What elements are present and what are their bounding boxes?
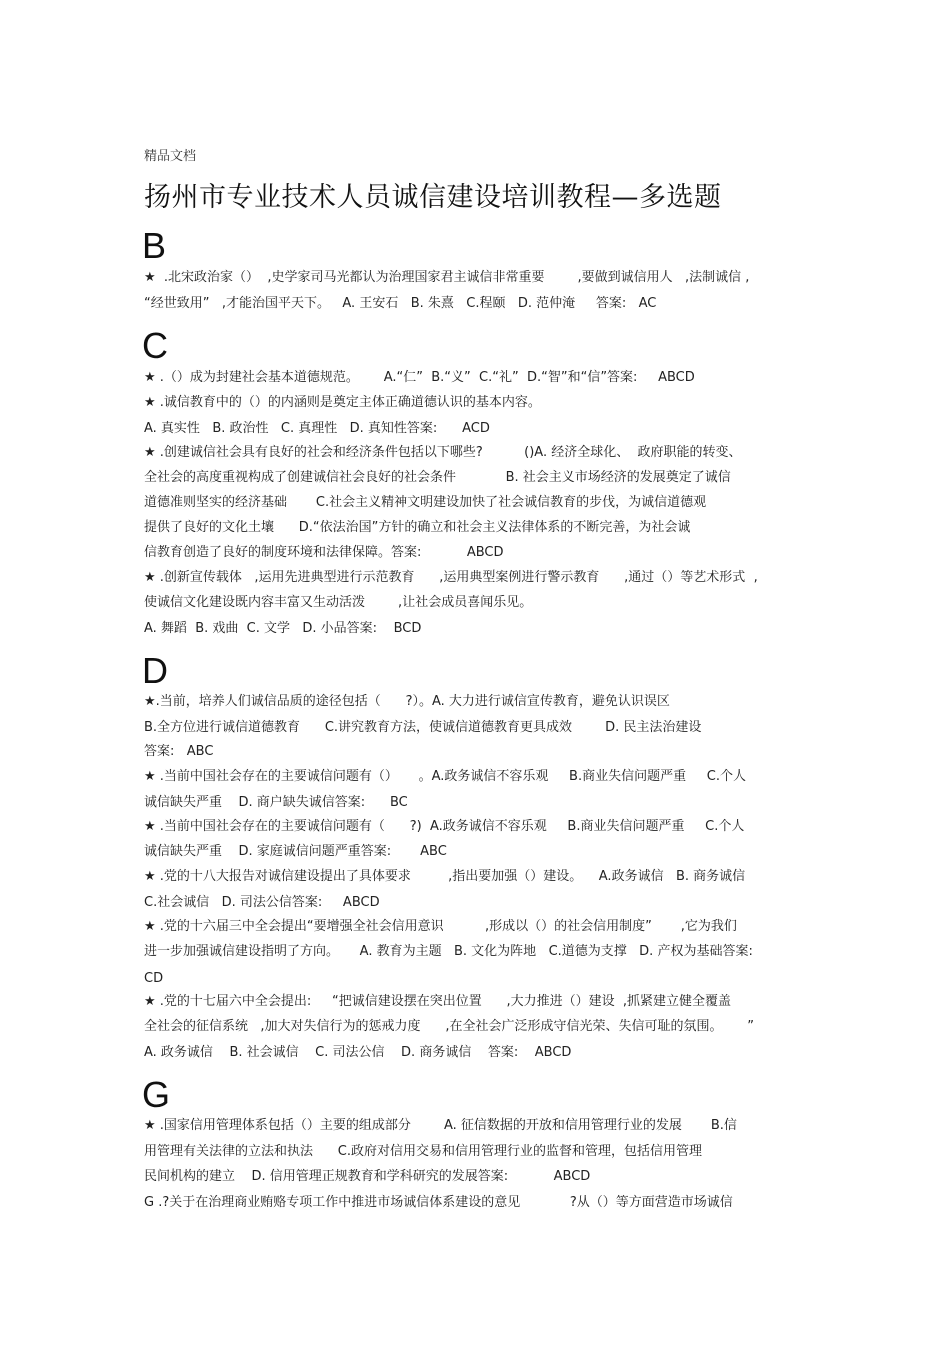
text-line: 信教育创造了良好的制度环境和法律保障。答案: ABCD [144,545,504,560]
text-line: 道德准则坚实的经济基础 C.社会主义精神文明建设加快了社会诚信教育的步伐，为诚信道德观 [144,495,707,510]
text-line: A. 真实性 B. 政治性 C. 真理性 D. 真知性答案: ACD [144,421,490,436]
text-line: C.社会诚信 D. 司法公信答案: ABCD [144,895,380,910]
section-heading-b: B [142,225,167,266]
text-line: G .?关于在治理商业贿赂专项工作中推进市场诚信体系建设的意见 ?从（）等方面营造市场诚信 [144,1195,733,1210]
text-line: 全社会的征信系统 ,加大对失信行为的惩戒力度 ,在全社会广泛形成守信光荣、失信可耻的氛围。 ” [144,1019,754,1034]
header-mark: 精品文档 [144,149,197,164]
text-line: 进一步加强诚信建设指明了方向。 A. 教育为主题 B. 文化为阵地 C.道德为支撑 D. 产权为基础答案: [144,944,753,959]
text-line: 提供了良好的文化土壤 D.“依法治国”方针的确立和社会主义法律体系的不断完善，为社会诚 [144,520,691,535]
text-line: 使诚信文化建设既内容丰富又生动活泼 ,让社会成员喜闻乐见。 [144,595,533,610]
text-line: 诚信缺失严重 D. 商户缺失诚信答案: BC [144,795,408,810]
text-line: CD [144,971,164,986]
text-line: ★ .当前中国社会存在的主要诚信问题有（ ?) A.政务诚信不容乐观 B.商业失信问题严重 C.个人 [144,819,745,834]
section-heading-g: G [142,1074,171,1115]
section-heading-d: D [142,650,168,691]
text-line: ★ .国家信用管理体系包括（）主要的组成部分 A. 征信数据的开放和信用管理行业的发展 B.信 [144,1118,737,1133]
text-line: ★ .党的十七届六中全会提出: “把诚信建设摆在突出位置 ,大力推进（）建设 ,抓紧建立健全覆盖 [144,994,732,1009]
text-line: ★ .党的十六届三中全会提出“要增强全社会信用意识 ,形成以（）的社会信用制度” ,它为我们 [144,919,737,934]
section-heading-c: C [142,325,168,366]
text-line: ★ .（）成为封建社会基本道德规范。 A.“仁” B.“义” C.“礼” D.“智”和“信”答案: ABCD [144,370,695,385]
text-line: A. 政务诚信 B. 社会诚信 C. 司法公信 D. 商务诚信 答案: ABCD [144,1045,572,1060]
text-line: 诚信缺失严重 D. 家庭诚信问题严重答案: ABC [144,844,447,859]
text-line: 答案: ABC [144,744,214,759]
text-line: ★ .创新宣传载体 ,运用先进典型进行示范教育 ,运用典型案例进行警示教育 ,通过（）等艺术形式 , [144,570,758,585]
text-line: ★ .当前中国社会存在的主要诚信问题有（） 。A.政务诚信不容乐观 B.商业失信问题严重 C.个人 [144,769,746,784]
text-line: ★ .党的十八大报告对诚信建设提出了具体要求 ,指出要加强（）建设。 A.政务诚信 B. 商务诚信 [144,869,746,884]
text-line: 全社会的高度重视构成了创建诚信社会良好的社会条件 B. 社会主义市场经济的发展奠定了诚信 [144,470,731,485]
text-line: ★ .北宋政治家（） ,史学家司马光都认为治理国家君主诚信非常重要 ,要做到诚信用人 ,法制诚信 , [144,270,750,285]
document-title: 扬州市专业技术人员诚信建设培训教程—多选题 [144,182,722,213]
text-line: ★ .创建诚信社会具有良好的社会和经济条件包括以下哪些? ()A. 经济全球化、 政府职能的转变、 [144,445,742,460]
text-line: 民间机构的建立 D. 信用管理正规教育和学科研究的发展答案: ABCD [144,1169,591,1184]
text-line: “经世致用” ,才能治国平天下。 A. 王安石 B. 朱熹 C.程颐 D. 范仲淹 答案: AC [144,296,657,311]
text-line: 用管理有关法律的立法和执法 C.政府对信用交易和信用管理行业的监督和管理，包括信用管理 [144,1144,703,1159]
text-line: B.全方位进行诚信道德教育 C.讲究教育方法，使诚信道德教育更具成效 D. 民主法治建设 [144,720,702,735]
text-line: ★.当前，培养人们诚信品质的途径包括（ ?）。A. 大力进行诚信宣传教育，避免认识误区 [144,694,670,709]
text-line: ★ .诚信教育中的（）的内涵则是奠定主体正确道德认识的基本内容。 [144,395,541,410]
text-line: A. 舞蹈 B. 戏曲 C. 文学 D. 小品答案: BCD [144,621,422,636]
